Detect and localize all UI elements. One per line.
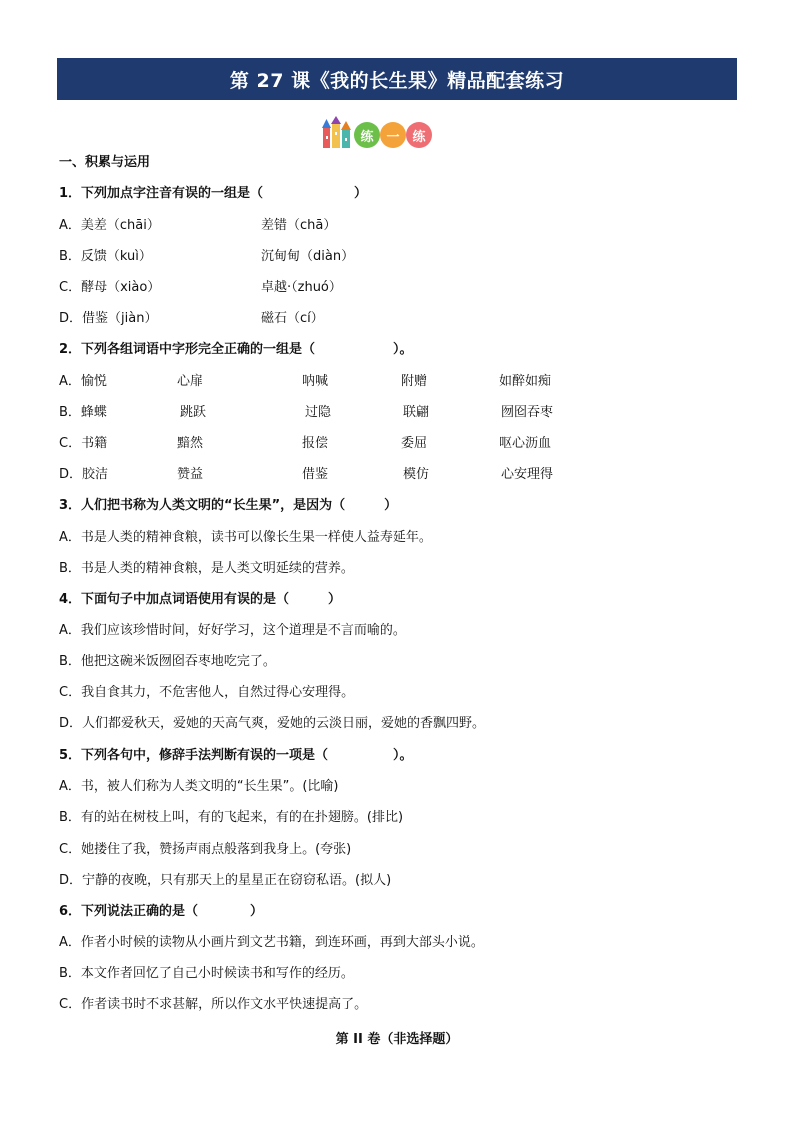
- question-6: 6．下列说法正确的是（ ）: [59, 904, 264, 919]
- question-5: 5．下列各句中，修辞手法判断有误的一项是（ ）。: [59, 748, 413, 763]
- q2-word: D．胶洁: [59, 467, 109, 482]
- q1-option-d-right: 磁石（cí）: [261, 311, 324, 326]
- q2-word: C．书籍: [59, 436, 108, 451]
- q2-word: 心安理得: [501, 467, 554, 482]
- q2-word: 过隐: [305, 405, 332, 420]
- page-title: 第 27 课《我的长生果》精品配套练习: [57, 58, 737, 100]
- q1-option-a-left: A．美差（chāi）: [59, 218, 160, 233]
- q3-option-b: B．书是人类的精神食粮，是人类文明延续的营养。: [59, 561, 354, 576]
- q6-option-a: A．作者小时候的读物从小画片到文艺书籍，到连环画，再到大部头小说。: [59, 935, 484, 950]
- question-2: 2．下列各组词语中字形完全正确的一组是（ ）。: [59, 342, 413, 357]
- q2-word: B．蜂蝶: [59, 405, 107, 420]
- q1-option-c-right: 卓越·（zhuó）: [261, 280, 342, 295]
- practice-banner: [320, 116, 430, 150]
- q5-option-b: B．有的站在树枝上叫，有的飞起来，有的在扑翅膀。(排比): [59, 810, 404, 825]
- q5-option-d: D．宁静的夜晚，只有那天上的星星正在窃窃私语。(拟人): [59, 873, 392, 888]
- q4-option-d: D．人们都爱秋天，爱她的天高气爽，爱她的云淡日丽，爱她的香飘四野。: [59, 716, 486, 731]
- q1-option-c-left: C．酵母（xiào）: [59, 280, 161, 295]
- q4-option-a: A．我们应该珍惜时间，好好学习，这个道理是不言而喻的。: [59, 623, 406, 638]
- q1-option-a-right: 差错（chā）: [261, 218, 337, 233]
- question-1: 1．下列加点字注音有误的一组是（ ）: [59, 186, 368, 201]
- q1-option-d-left: D．借鉴（jiàn）: [59, 311, 158, 326]
- q2-word: 如醉如痴: [499, 374, 552, 389]
- q2-word: 报偿: [302, 436, 329, 451]
- q2-word: 呐喊: [302, 374, 329, 389]
- q1-option-b-left: B．反馈（kuì）: [59, 249, 152, 264]
- q2-word: 跳跃: [180, 405, 207, 420]
- q4-option-b: B．他把这碗米饭囫囵吞枣地吃完了。: [59, 654, 276, 669]
- q2-word: 黯然: [177, 436, 204, 451]
- q6-option-c: C．作者读书时不求甚解，所以作文水平快速提高了。: [59, 997, 368, 1012]
- q2-word: 模仿: [403, 467, 430, 482]
- q2-word: 联翩: [403, 405, 430, 420]
- banner-char-2: 一: [380, 122, 406, 148]
- question-3: 3．人们把书称为人类文明的“长生果”，是因为（ ）: [59, 498, 398, 513]
- question-4: 4．下面句子中加点词语使用有误的是（ ）: [59, 592, 342, 607]
- q2-word: 心扉: [177, 374, 204, 389]
- q1-option-b-right: 沉甸甸（diàn）: [261, 249, 355, 264]
- banner-char-1: 练: [354, 122, 380, 148]
- banner-char-3: 练: [406, 122, 432, 148]
- q2-word: 囫囵吞枣: [501, 405, 554, 420]
- q5-option-a: A．书，被人们称为人类文明的“长生果”。(比喻): [59, 779, 339, 794]
- q2-word: A．愉悦: [59, 374, 107, 389]
- q5-option-c: C．她搂住了我，赞扬声雨点般落到我身上。(夸张): [59, 842, 352, 857]
- q2-word: 赞益: [177, 467, 204, 482]
- castle-icon: [320, 116, 354, 150]
- q2-word: 附赠: [401, 374, 428, 389]
- section-footer: 第 II 卷（非选择题）: [335, 1032, 459, 1047]
- q2-word: 呕心沥血: [499, 436, 552, 451]
- section-heading: 一、积累与运用: [59, 155, 151, 170]
- q3-option-a: A．书是人类的精神食粮，读书可以像长生果一样使人益寿延年。: [59, 530, 432, 545]
- q4-option-c: C．我自食其力，不危害他人，自然过得心安理得。: [59, 685, 355, 700]
- q2-word: 委屈: [401, 436, 428, 451]
- q6-option-b: B．本文作者回忆了自己小时候读书和写作的经历。: [59, 966, 354, 981]
- q2-word: 借鉴: [302, 467, 329, 482]
